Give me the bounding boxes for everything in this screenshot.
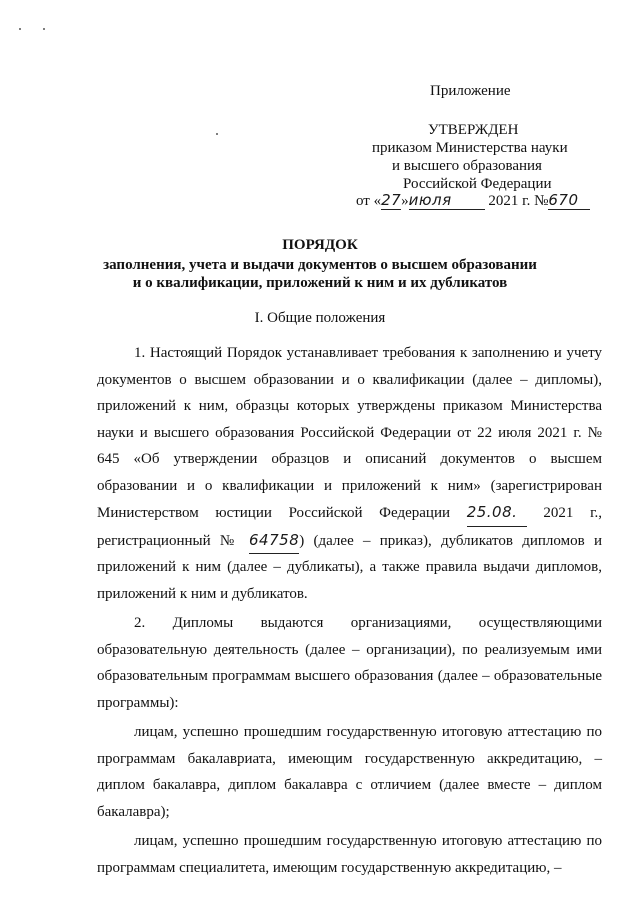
approved-label: УТВЕРЖДЕН bbox=[428, 122, 519, 138]
scan-speck bbox=[43, 28, 45, 30]
handwritten-registration-number: 64758 bbox=[249, 527, 299, 555]
date-mid: » bbox=[401, 193, 409, 209]
document-subtitle-1: заполнения, учета и выдачи документов о высшем образовании bbox=[103, 257, 537, 273]
order-date-line bbox=[356, 191, 590, 210]
paragraph-2: 2. Дипломы выдаются организациями, осуществляющими образовательную деятельность (далее – организации), по реализуемым ими образовательным программам высшего образования (далее – образовательные программы): bbox=[97, 615, 602, 711]
date-year: 2021 г. № bbox=[488, 193, 549, 209]
date-prefix: от « bbox=[356, 193, 382, 209]
body-text bbox=[97, 340, 602, 881]
order-line-3: Российской Федерации bbox=[403, 176, 552, 192]
paragraph-4: лицам, успешно прошедшим государственную итоговую аттестацию по программам специалитета, имеющим государственную аккредитацию, – bbox=[97, 833, 602, 876]
scan-speck bbox=[216, 133, 218, 135]
appendix-label: Приложение bbox=[430, 83, 511, 99]
handwritten-registration-date: 25.08. bbox=[467, 499, 527, 527]
document-title: ПОРЯДОК bbox=[282, 237, 358, 253]
handwritten-day: 27 bbox=[381, 191, 402, 209]
paragraph-1 bbox=[97, 340, 602, 607]
paragraph-1-text-c: ) (далее – приказ), дубликатов дипломов и приложений к ним (далее – дубликаты), а также правила выдачи дипломов, приложений к ним и дубликатов. bbox=[97, 532, 603, 602]
paragraph-1-text-a: 1. Настоящий Порядок устанавливает требования к заполнению и учету документов о высшем образовании и о квалификации (далее – дипломы), приложений к ним, образцы которых утверждены приказом Министерства науки и высшего образования Российской Федерации от 22 июля 2021 г. № 645 «Об утверждении образцов и описаний документов о высшем образовании и о квалификации и приложений к ним» (зарегистрирован Министерством юстиции Российской Федерации bbox=[97, 345, 602, 521]
paragraph-3: лицам, успешно прошедшим государственную итоговую аттестацию по программам бакалавриата, имеющим государственную аккредитацию, – диплом бакалавра, диплом бакалавра с отличием (далее вместе – диплом бакалавра); bbox=[97, 724, 602, 820]
scan-speck bbox=[19, 28, 21, 30]
handwritten-order-number: 670 bbox=[548, 191, 590, 210]
order-line-2: и высшего образования bbox=[392, 158, 542, 174]
order-line-1: приказом Министерства науки bbox=[372, 140, 568, 156]
handwritten-month: июля bbox=[409, 191, 485, 210]
document-subtitle-2: и о квалификации, приложений к ним и их дубликатов bbox=[132, 275, 508, 291]
section-heading: I. Общие положения bbox=[254, 310, 386, 326]
paragraph-1-text-b: 2021 г., регистрационный № bbox=[97, 505, 603, 549]
